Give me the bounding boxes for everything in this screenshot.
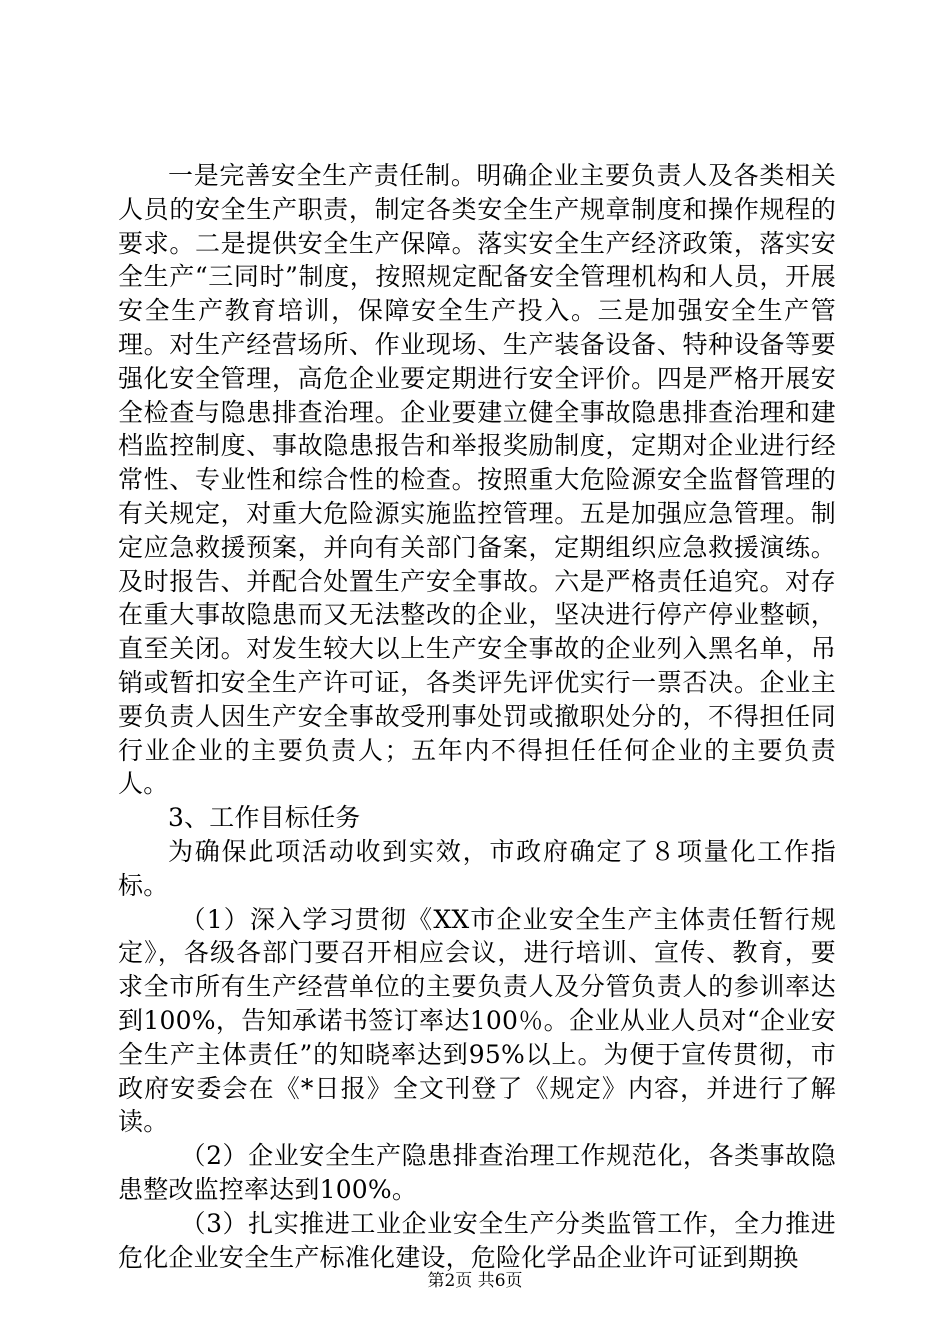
paragraph-target-3: （3）扎实推进工业企业安全生产分类监管工作，全力推进危化企业安全生产标准化建设，危险化学品企业许可证到期换 xyxy=(118,1208,836,1272)
paragraph-responsibilities: 一是完善安全生产责任制。明确企业主要负责人及各类相关人员的安全生产职责，制定各类安全生产规章制度和操作规程的要求。二是提供安全生产保障。落实安全生产经济政策，落实安全生产“三同时”制度，按照规定配备安全管理机构和人员，开展安全生产教育培训，保障安全生产投入。三是加强安全生产管理。对生产经营场所、作业现场、生产装备设备、特种设备等要强化安全管理，高危企业要定期进行安全评价。四是严格开展安全检查与隐患排查治理。企业要建立健全事故隐患排查治理和建档监控制度、事故隐患报告和举报奖励制度，定期对企业进行经常性、专业性和综合性的检查。按照重大危险源安全监督管理的有关规定，对重大危险源实施监控管理。五是加强应急管理。制定应急救援预案，并向有关部门备案，定期组织应急救援演练。及时报告、并配合处置生产安全事故。六是严格责任追究。对存在重大事故隐患而又无法整改的企业，坚决进行停产停业整顿，直至关闭。对发生较大以上生产安全事故的企业列入黑名单，吊销或暂扣安全生产许可证，各类评先评优实行一票否决。企业主要负责人因生产安全事故受刑事处罚或撤职处分的，不得担任同行业企业的主要负责人；五年内不得担任任何企业的主要负责人。 xyxy=(118,161,836,799)
page-footer: 第2页 共6页 xyxy=(427,1271,523,1291)
paragraph-target-1: （1）深入学习贯彻《XX市企业安全生产主体责任暂行规定》，各级各部门要召开相应会议，进行培训、宣传、教育，要求全市所有生产经营单位的主要负责人及分管负责人的参训率达到100%，告知承诺书签订率达100％。企业从业人员对“企业安全生产主体责任”的知晓率达到95%以上。为便于宣传贯彻，市政府安委会在《*日报》全文刊登了《规定》内容，并进行了解读。 xyxy=(118,904,836,1137)
paragraph-target-2: （2）企业安全生产隐患排查治理工作规范化，各类事故隐患整改监控率达到100%。 xyxy=(118,1141,836,1204)
document-body xyxy=(118,159,836,1274)
section-heading-work-targets: 3、工作目标任务 xyxy=(168,803,361,833)
paragraph-targets-intro: 为确保此项活动收到实效，市政府确定了８项量化工作指标。 xyxy=(118,836,836,900)
